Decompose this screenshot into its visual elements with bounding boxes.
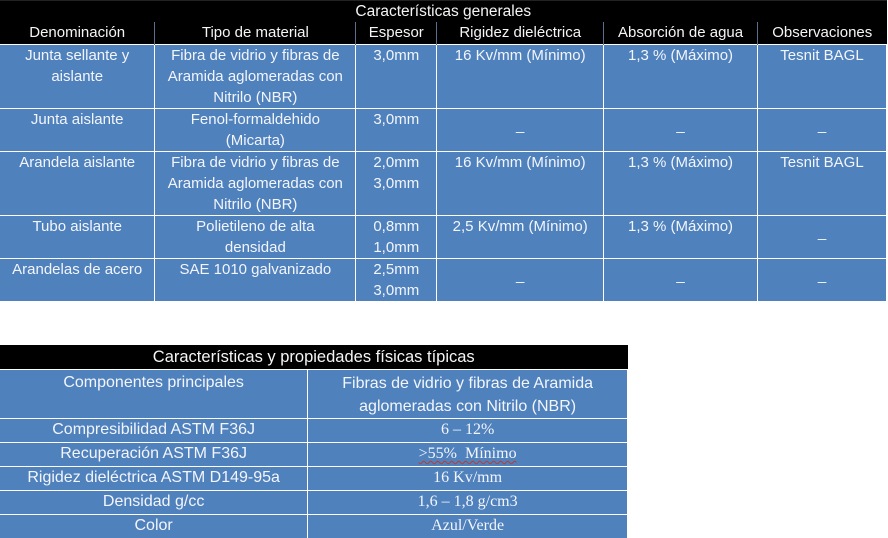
property-value: 16 Kv/mm	[308, 467, 628, 491]
header-componentes-value: Fibras de vidrio y fibras de Aramida aglomeradas con Nitrilo (NBR)	[308, 370, 628, 419]
property-value-text: >55% Mínimo	[418, 445, 517, 462]
header-espesor: Espesor	[356, 22, 437, 45]
cell-absorcion: 1,3 % (Máximo)	[604, 152, 758, 216]
property-value: Azul/Verde	[308, 515, 628, 538]
cell-espesor: 2,5mm 3,0mm	[356, 259, 437, 302]
cell-rigidez: _	[437, 259, 604, 302]
cell-denominacion: Junta aislante	[0, 109, 155, 152]
cell-observaciones: Tesnit BAGL	[757, 152, 886, 216]
cell-denominacion: Junta sellante y aislante	[0, 45, 155, 109]
cell-denominacion: Tubo aislante	[0, 216, 155, 259]
cell-observaciones: Tesnit BAGL	[757, 45, 886, 109]
cell-material: SAE 1010 galvanizado	[155, 259, 356, 302]
cell-observaciones: _	[757, 109, 886, 152]
cell-espesor: 2,0mm 3,0mm	[356, 152, 437, 216]
property-label: Recuperación ASTM F36J	[0, 443, 308, 467]
physical-properties-table	[0, 345, 628, 538]
header-tipo-material: Tipo de material	[155, 22, 356, 45]
cell-espesor: 0,8mm 1,0mm	[356, 216, 437, 259]
cell-absorcion: _	[604, 109, 758, 152]
table-row	[0, 45, 887, 109]
physical-title-row	[0, 345, 628, 370]
cell-observaciones: _	[757, 216, 886, 259]
cell-denominacion: Arandelas de acero	[0, 259, 155, 302]
physical-table-title: Características y propiedades físicas típicas	[0, 345, 628, 370]
cell-material: Polietileno de alta densidad	[155, 216, 356, 259]
table-row	[0, 467, 628, 491]
table-row	[0, 259, 887, 302]
physical-header-row	[0, 370, 628, 419]
cell-rigidez: 2,5 Kv/mm (Mínimo)	[437, 216, 604, 259]
header-denominacion: Denominación	[0, 22, 155, 45]
table-row	[0, 419, 628, 443]
cell-espesor: 3,0mm	[356, 45, 437, 109]
header-rigidez: Rigidez dieléctrica	[437, 22, 604, 45]
property-value: 1,6 – 1,8 g/cm3	[308, 491, 628, 515]
property-label: Color	[0, 515, 308, 538]
header-observaciones: Observaciones	[757, 22, 886, 45]
general-table-title: Características generales	[0, 1, 887, 23]
table-row	[0, 515, 628, 538]
table-row	[0, 109, 887, 152]
cell-absorcion: 1,3 % (Máximo)	[604, 45, 758, 109]
cell-absorcion: _	[604, 259, 758, 302]
cell-rigidez: 16 Kv/mm (Mínimo)	[437, 152, 604, 216]
general-title-row	[0, 1, 887, 23]
cell-material: Fibra de vidrio y fibras de Aramida aglomeradas con Nitrilo (NBR)	[155, 45, 356, 109]
general-header-row	[0, 22, 887, 45]
property-label: Densidad g/cc	[0, 491, 308, 515]
property-value	[308, 443, 628, 467]
property-label: Compresibilidad ASTM F36J	[0, 419, 308, 443]
header-absorcion: Absorción de agua	[604, 22, 758, 45]
property-label: Rigidez dieléctrica ASTM D149-95a	[0, 467, 308, 491]
cell-material: Fenol-formaldehido (Micarta)	[155, 109, 356, 152]
cell-rigidez: _	[437, 109, 604, 152]
cell-observaciones: _	[757, 259, 886, 302]
cell-espesor: 3,0mm	[356, 109, 437, 152]
table-row	[0, 491, 628, 515]
table-row	[0, 443, 628, 467]
cell-denominacion: Arandela aislante	[0, 152, 155, 216]
property-value: 6 – 12%	[308, 419, 628, 443]
table-row	[0, 152, 887, 216]
table-row	[0, 216, 887, 259]
cell-material: Fibra de vidrio y fibras de Aramida aglomeradas con Nitrilo (NBR)	[155, 152, 356, 216]
cell-absorcion: 1,3 % (Máximo)	[604, 216, 758, 259]
cell-rigidez: 16 Kv/mm (Mínimo)	[437, 45, 604, 109]
header-componentes: Componentes principales	[0, 370, 308, 419]
